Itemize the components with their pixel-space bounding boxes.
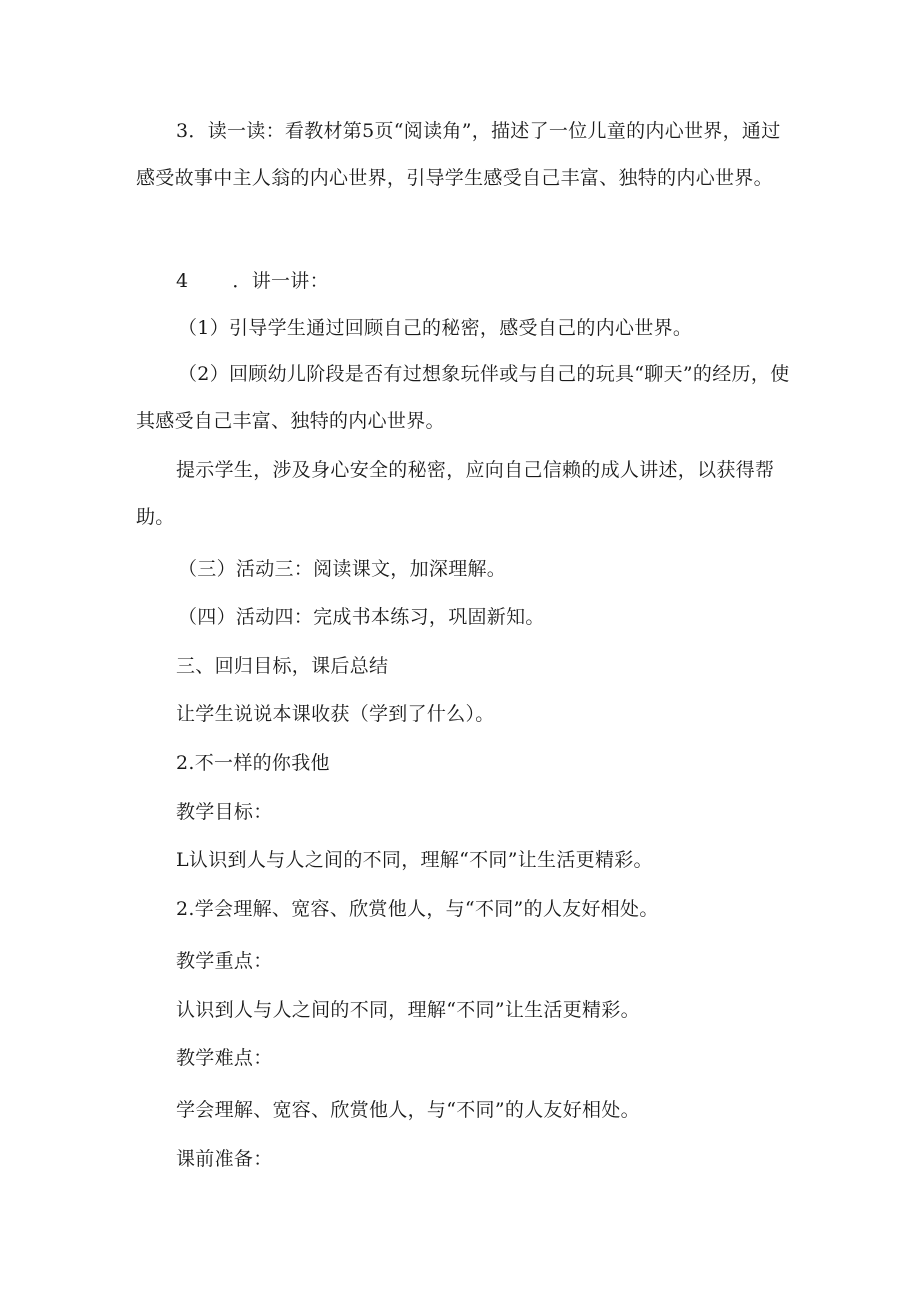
paragraph-activity-4: （四）活动四：完成书本练习，巩固新知。 <box>178 606 545 628</box>
paragraph-tip: 提示学生，涉及身心安全的秘密，应向自己信赖的成人讲述，以获得帮助。 <box>136 459 775 528</box>
item-number: 4 <box>176 270 189 292</box>
heading-preparation: 课前准备： <box>176 1148 273 1170</box>
heading-goals: 教学目标： <box>176 801 273 823</box>
paragraph-gains: 让学生说说本课收获（学到了什么）。 <box>176 703 495 725</box>
paragraph-speak <box>176 269 329 293</box>
paragraph-sub-1: （1）引导学生通过回顾自己的秘密，感受自己的内心世界。 <box>178 317 693 339</box>
goal-item-2: 2.学会理解、宽容、欣赏他人，与“不同”的人友好相处。 <box>176 898 659 920</box>
key-points-text: 认识到人与人之间的不同，理解“不同”让生活更精彩。 <box>176 999 640 1021</box>
difficulties-text: 学会理解、宽容、欣赏他人，与“不同”的人友好相处。 <box>176 1099 640 1121</box>
heading-key-points: 教学重点： <box>176 950 273 972</box>
goal-item-1: L认识到人与人之间的不同，理解“不同”让生活更精彩。 <box>176 849 653 871</box>
lesson-title: 2.不一样的你我他 <box>176 752 330 774</box>
paragraph-activity-3: （三）活动三：阅读课文，加深理解。 <box>178 558 507 580</box>
paragraph-sub-2: （2）回顾幼儿阶段是否有过想象玩伴或与自己的玩具“聊天”的经历，使其感受自己丰富、独特的内心世界。 <box>136 363 790 432</box>
section-heading-summary: 三、回归目标，课后总结 <box>176 655 389 677</box>
paragraph-read-along <box>136 108 796 202</box>
item-number: 3 <box>176 120 189 142</box>
paragraph-text: ．讲一讲： <box>232 270 329 292</box>
heading-difficulties: 教学难点： <box>176 1047 273 1069</box>
paragraph-text: ．读一读：看教材第5页“阅读角”，描述了一位儿童的内心世界，通过感受故事中主人翁的内心世界，引导学生感受自己丰富、独特的内心世界。 <box>136 120 781 189</box>
